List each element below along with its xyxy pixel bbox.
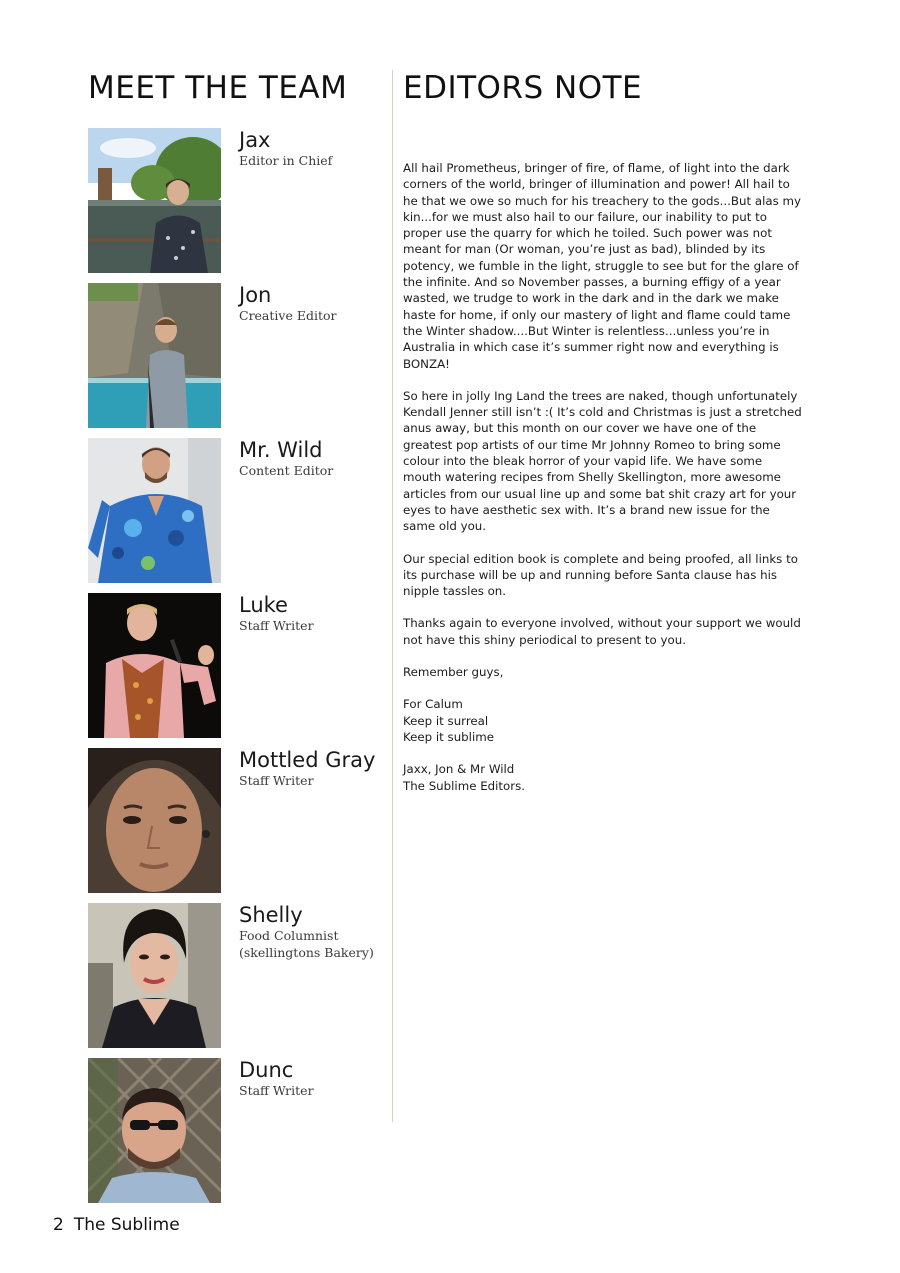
member-photo-jax — [88, 128, 221, 273]
signoff-line: Keep it surreal — [403, 713, 489, 728]
editors-note-paragraph: Our special edition book is complete and being proofed, all links to its purchase will be up and running before Santa clause has his nipple tassles on. — [403, 551, 798, 599]
member-name-jon: Jon — [239, 283, 272, 307]
member-photo-shelly — [88, 903, 221, 1048]
member-role-mr-wild: Content Editor — [239, 463, 334, 478]
team-member-dunc — [88, 1058, 388, 1203]
page-number: 2 — [53, 1215, 64, 1235]
member-photo-mottled-gray — [88, 748, 221, 893]
editors-note-paragraph: Thanks again to everyone involved, without your support we would not have this shiny periodical to present to you. — [403, 616, 801, 647]
member-photo-jon — [88, 283, 221, 428]
team-member-jon — [88, 283, 388, 428]
member-role-dunc: Staff Writer — [239, 1083, 314, 1098]
member-role-jax: Editor in Chief — [239, 153, 333, 168]
team-member-shelly — [88, 903, 388, 1048]
member-role-shelly: Food Columnist (skellingtons Bakery) — [239, 928, 374, 960]
member-name-dunc: Dunc — [239, 1058, 294, 1082]
member-role-luke: Staff Writer — [239, 618, 314, 633]
member-name-jax: Jax — [239, 128, 271, 152]
signoff-line: For Calum — [403, 697, 463, 712]
editors-note-paragraph: So here in jolly Ing Land the trees are naked, though unfortunately Kendall Jenner still isn’t :( It’s cold and Christmas is just a stretched anus away, but this month on our cover we have one of the greatest pop artists of our time Mr Johnny Romeo to bring some colour into the bleak horror of your vapid life. We have some mouth watering recipes from Shelly Skellington, more awesome articles from our usual line up and some bat shit crazy art for your eyes to have aesthetic sex with. It’s a brand new issue for the same old you. — [403, 388, 802, 534]
editors-note-paragraph: Remember guys, — [403, 665, 504, 680]
member-photo-luke — [88, 593, 221, 738]
member-role-jon: Creative Editor — [239, 308, 337, 323]
member-name-mr-wild: Mr. Wild — [239, 438, 323, 462]
page-footer — [53, 1215, 180, 1235]
member-name-mottled-gray: Mottled Gray — [239, 748, 376, 772]
member-photo-dunc — [88, 1058, 221, 1203]
member-name-shelly: Shelly — [239, 903, 303, 927]
member-name-luke: Luke — [239, 593, 288, 617]
signoff-line: Keep it sublime — [403, 729, 494, 744]
team-member-luke — [88, 593, 388, 738]
signature-line: The Sublime Editors. — [403, 778, 526, 793]
team-member-mr-wild — [88, 438, 388, 583]
team-heading: MEET THE TEAM — [88, 70, 348, 106]
column-divider — [392, 70, 393, 1122]
member-role-mottled-gray: Staff Writer — [239, 773, 314, 788]
editors-note-paragraph: All hail Prometheus, bringer of fire, of flame, of light into the dark corners of the world, bringer of illumination and power! All hail to he that we owe so much for his treachery to the gods...But alas my kin...for we must also hail to our failure, our inability to put to proper use the quarry for which he toiled. Such power was not meant for man (Or woman, you’re just as bad), blinded by its potency, we fumble in the light, struggle to see but for the glare of the infinite. And so November passes, a burning effigy of a year wasted, we trudge to work in the dark and in the dark we make haste for home, if only our mastery of light and flame could tame the Winter shadow....But Winter is relentless...unless you’re in Australia in which case it’s summer right now and everything is BONZA! — [403, 161, 801, 371]
publication-name: The Sublime — [73, 1215, 180, 1235]
member-photo-mr-wild — [88, 438, 221, 583]
editors-note-body — [403, 160, 803, 794]
team-member-jax — [88, 128, 388, 273]
signature-line: Jaxx, Jon & Mr Wild — [403, 762, 515, 777]
editors-note-heading: EDITORS NOTE — [403, 70, 643, 106]
team-member-mottled-gray — [88, 748, 388, 893]
